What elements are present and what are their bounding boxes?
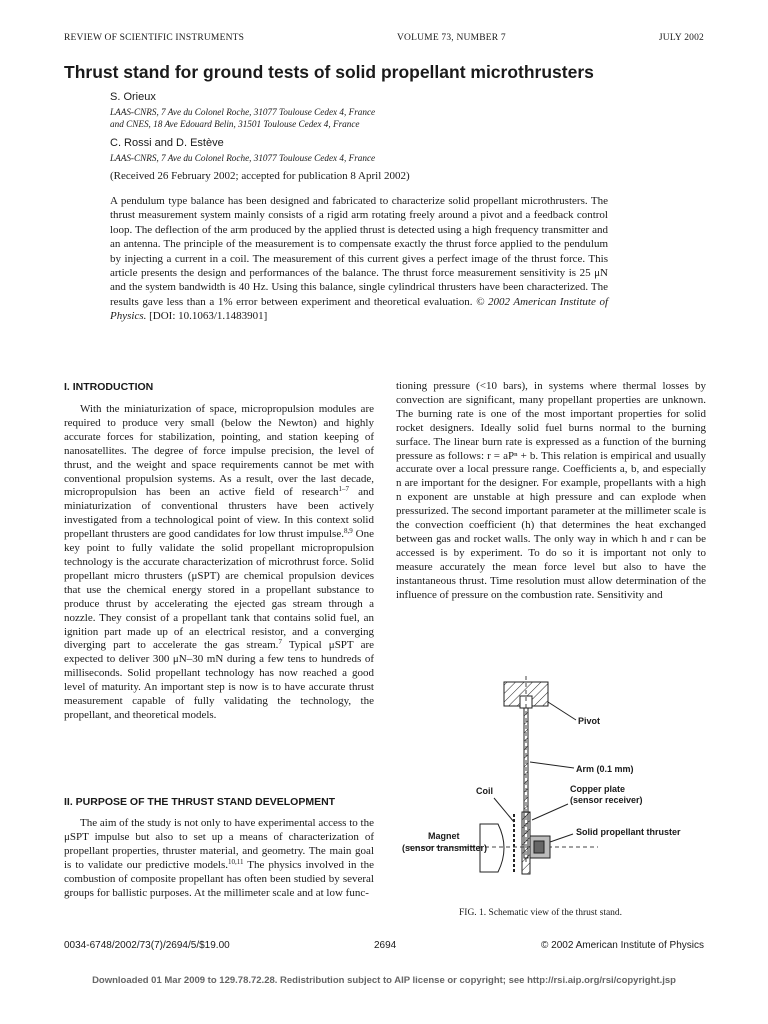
thrust-stand-schematic (398, 672, 706, 898)
leader-line (550, 834, 573, 842)
citation[interactable]: 1–7 (338, 485, 349, 494)
intro-text: and miniaturization of conventional thrusters have been actively investigated from a technological point of view. In this context solid propellant thrusters are good candidates for low thrust impulse. (64, 486, 374, 541)
affiliation-line: LAAS-CNRS, 7 Ave du Colonel Roche, 31077 Toulouse Cedex 4, France (110, 107, 376, 117)
running-header (64, 33, 704, 47)
leader-line (494, 798, 514, 822)
label-thruster: Solid propellant thruster (576, 827, 681, 837)
affiliation-line: LAAS-CNRS, 7 Ave du Colonel Roche, 31077 Toulouse Cedex 4, France (110, 153, 376, 163)
volume-number: VOLUME 73, NUMBER 7 (397, 33, 506, 43)
journal-name: REVIEW OF SCIENTIFIC INSTRUMENTS (64, 33, 245, 43)
affiliation-1 (110, 106, 375, 130)
citation[interactable]: 8,9 (343, 527, 353, 536)
label-coil: Coil (476, 786, 493, 796)
label-copper-plate: Copper plate (570, 784, 626, 794)
intro-text: One key point to fully validate the solid propellant micropropulsion technology is the accurate characterization of microthrust force. Solid propellant micro thrusters (μSPT) are chemical propulsion devices that use the chemical energy stored in a propellant substance to produce thrust by accelerating the ejected gas stream through a nozzle. They consist of a propellant tank that contains solid fuel, an ignition part made up of an electrical resistor, and a converging diverging part to accelerate the gas stream. (64, 528, 375, 652)
nozzle-icon (534, 841, 544, 853)
article-code: 0034-6748/2002/73(7)/2694/5/$19.00 (64, 940, 230, 951)
affiliation-2 (110, 152, 375, 164)
purpose-text: The physics involved in the combustion of composite propellant has often been studied by several groups for ballistic purposes. At the millimeter scale and at low func- (64, 858, 374, 899)
author-2: C. Rossi and D. Estève (110, 137, 224, 149)
abstract-copyright: © 2002 American Institute of Physics. (110, 295, 608, 323)
label-pivot: Pivot (578, 716, 601, 726)
leader-line (532, 804, 568, 820)
intro-text: Typical μSPT are expected to deliver 300 μN–30 mN during a few tens to hundreds of milliseconds. Solid propellant technology has now reached a good level of maturity. An important step is now is to have accurate thrust measurement capable of fully validating the technology, the propellant, and theoretical models. (64, 639, 374, 721)
doi: [DOI: 10.1063/1.1483901] (149, 310, 268, 323)
author-1: S. Orieux (110, 91, 156, 103)
received-dates: (Received 26 February 2002; accepted for publication 8 April 2002) (110, 170, 410, 182)
figure-1 (398, 672, 706, 898)
figure-caption: FIG. 1. Schematic view of the thrust stand. (459, 908, 623, 918)
citation[interactable]: 10,11 (227, 857, 244, 866)
abstract-text: A pendulum type balance has been designed and fabricated to characterize solid propellant microthrusters. The thrust measurement system mainly consists of a rigid arm rotating freely around a pivot and a feedback control loop. The deflection of the arm produced by the applied thrust is detected using a high frequency transmitter and an antenna. The principle of the measurement is to compensate exactly the thrust force applied to the pendulum by injecting a current in a coil. The measurement of this current gives a perfect image of the thrust force. This article presents the design and performances of the balance. The thrust force measurement sensitivity is 25 μN and the system bandwidth is 40 Hz. Using this balance, single cylindrical thrusters have been characterized. The results gave less than a 1% error between experiment and theoretical evaluation. (110, 195, 608, 308)
footer-copyright: © 2002 American Institute of Physics (540, 940, 704, 951)
purpose-heading: II. PURPOSE OF THE THRUST STAND DEVELOPMENT (64, 796, 336, 808)
label-arm: Arm (0.1 mm) (576, 764, 634, 774)
leader-line (548, 702, 576, 720)
issue-date: JULY 2002 (658, 33, 704, 43)
purpose-body (64, 817, 374, 900)
page-number: 2694 (374, 940, 397, 951)
body-text: tioning pressure (<10 bars), in systems where thermal losses by convection are significant, many propellant properties are unknown. The burning rate is one of the most important properties for solid rocket designers. Ideally solid fuel burns normal to the burning surface. The linear burn rate is expressed as a function of the burning pressure as follows: r = aPⁿ + b. This relation is empirical and usually accurate over a local pressure range. Coefficients a, b, and especially n are important for the designer. For example, propellants with a high n exponent are unstable at high pressure and can explode when pressurized. The second important parameter at the millimeter scale is the convection coefficient (h) that determines the heat exchanged between gas and rocket walls. The only way in which h and r can be accessed is by experiment. To do so it is important not only to measure accurately the mean force level but also to have the instantaneous thrust. Time resolution must allow determination of the influence of pressure on the combustion rate. Sensitivity and (396, 380, 706, 601)
abstract (110, 194, 608, 324)
copper-plate (522, 812, 530, 874)
intro-text: With the miniaturization of space, micropropulsion modules are required to produce very small (below the Newton) and highly accurate forces for stabilization, pointing, and station keeping of nanosatellites. The degree of force impulse precision, the level of thrust, and the weight and space requirements cannot be met with conventional propulsion systems. As a result, over the last decade, micropropulsion has been an active field of research (64, 403, 374, 499)
download-notice[interactable]: Downloaded 01 Mar 2009 to 129.78.72.28. Redistribution subject to AIP license or copyright; see http://rsi.aip.org/rsi/copyright.jsp (92, 975, 676, 986)
citation[interactable]: 7 (278, 638, 282, 647)
label-magnet: Magnet (428, 831, 460, 841)
leader-line (530, 762, 574, 768)
purpose-text: The aim of the study is not only to have experimental access to the μSPT impulse but also to set up a means of characterization of propellant properties, thruster material, and geometry. The main goal is to validate our predictive models. (64, 817, 374, 871)
intro-body (64, 403, 374, 723)
paper-title: Thrust stand for ground tests of solid propellant microthrusters (64, 62, 594, 82)
label-sensor-transmitter: (sensor transmitter) (402, 843, 488, 853)
intro-heading: I. INTRODUCTION (64, 381, 154, 393)
affiliation-line: and CNES, 18 Ave Edouard Belin, 31501 Toulouse Cedex 4, France (110, 119, 360, 129)
right-column-text (396, 380, 706, 603)
label-sensor-receiver: (sensor receiver) (570, 795, 643, 805)
